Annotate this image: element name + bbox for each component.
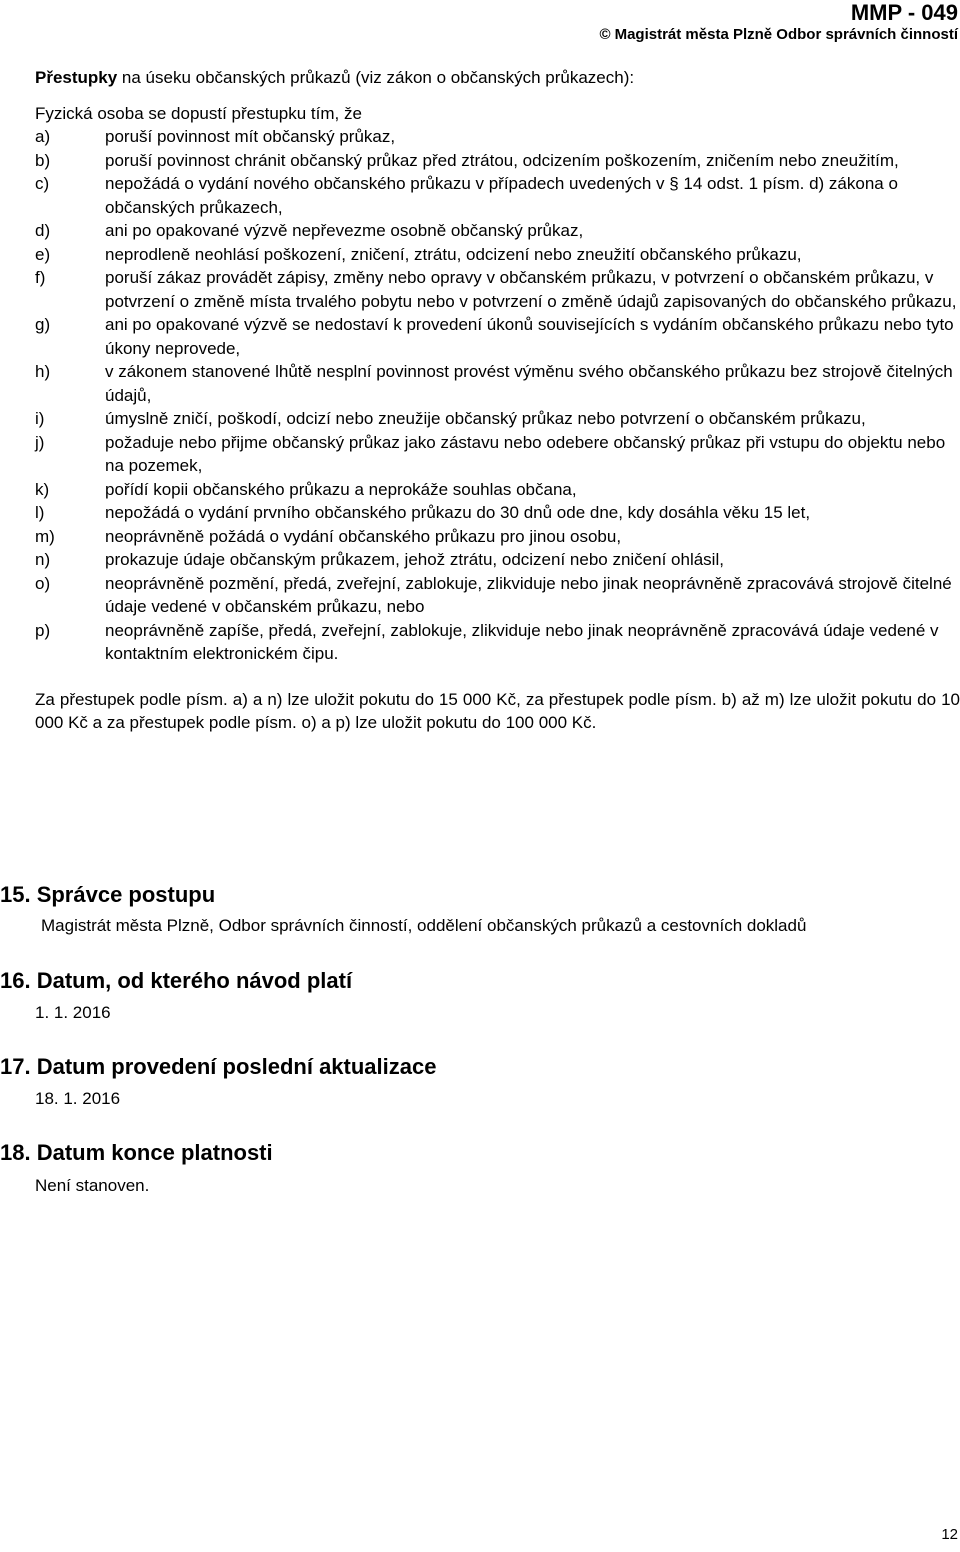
list-marker: b) (35, 150, 51, 170)
list-item-text: poruší zákaz provádět zápisy, změny nebo opravy v občanském průkazu, v potvrzení o občanském průkazu, v potvrzení o změně místa trvalého pobytu nebo v potvrzení o změně údajů zapisovaných do občanského průkazu, (105, 268, 957, 311)
list-marker: j) (35, 432, 45, 452)
list-marker: c) (35, 174, 50, 193)
page-header (600, 0, 958, 44)
list-item-text: poruší povinnost chránit občanský průkaz před ztrátou, odcizením poškozením, zničením nebo zneužitím, (105, 150, 899, 170)
list-marker: h) (35, 362, 51, 381)
list-marker: p) (35, 620, 51, 640)
list-item-text: neoprávněně zapíše, předá, zveřejní, zablokuje, zlikviduje nebo jinak neoprávněně zpracovává údaje vedené v kontaktním elektronickém čipu. (105, 620, 939, 663)
list-marker: o) (35, 573, 51, 593)
organization-name: Magistrát města Plzně Odbor správních činností (614, 26, 958, 43)
list-item (35, 572, 960, 619)
list-item-text: poruší povinnost mít občanský průkaz, (105, 127, 396, 146)
list-item (35, 431, 960, 478)
list-marker: m) (35, 526, 55, 546)
offenses-intro: Fyzická osoba se dopustí přestupku tím, že (35, 103, 362, 123)
list-item-text: nepožádá o vydání nového občanského průkazu v případech uvedených v § 14 odst. 1 písm. d) zákona o občanských průkazech, (105, 174, 898, 217)
list-item (35, 313, 960, 360)
list-item (35, 243, 960, 267)
offenses-section (35, 66, 960, 735)
list-item-text: v zákonem stanovené lhůtě nesplní povinnost provést výměnu svého občanského průkazu bez strojově čitelných údajů, (105, 362, 953, 405)
list-item-text: neprodleně neohlásí poškození, zničení, ztrátu, odcizení nebo zneužití občanského průkazu, (105, 244, 802, 264)
section-15-title: 15. Správce postupu (0, 882, 216, 907)
list-item-text: požaduje nebo přijme občanský průkaz jako zástavu nebo odebere občanský průkaz při vstupu do objektu nebo na pozemek, (105, 432, 946, 475)
list-item (35, 266, 960, 313)
header-organization (600, 26, 958, 44)
list-item-text: prokazuje údaje občanským průkazem, jehož ztrátu, odcizení nebo zničení ohlásil, (105, 550, 724, 569)
list-marker: g) (35, 315, 51, 334)
list-item (35, 478, 960, 502)
list-marker: a) (35, 127, 51, 146)
list-marker: i) (35, 409, 45, 428)
list-item (35, 407, 960, 431)
list-item-text: nepožádá o vydání prvního občanského průkazu do 30 dnů ode dne, kdy dosáhla věku 15 let, (105, 503, 811, 522)
section-18-body: Není stanoven. (35, 1176, 150, 1195)
offenses-heading-bold: Přestupky (35, 68, 118, 87)
list-marker: f) (35, 268, 46, 287)
list-item-text: neoprávněně pozmění, předá, zveřejní, zablokuje, zlikviduje nebo jinak neoprávněně zpracovává strojově čitelné údaje vedené v občanském průkazu, nebo (105, 573, 952, 616)
list-marker: n) (35, 550, 51, 569)
list-item-text: pořídí kopii občanského průkazu a neprokáže souhlas občana, (105, 479, 577, 499)
fines-paragraph: Za přestupek podle písm. a) a n) lze uložit pokutu do 15 000 Kč, za přestupek podle písm. b) až m) lze uložit pokutu do 10 000 Kč a za přestupek podle písm. o) a p) lze uložit pokutu do 100 000 Kč. (35, 689, 960, 732)
list-item (35, 360, 960, 407)
section-17-title: 17. Datum provedení poslední aktualizace (0, 1054, 437, 1079)
offenses-heading-rest: na úseku občanských průkazů (viz zákon o občanských průkazech): (117, 68, 635, 87)
list-item (35, 501, 960, 525)
list-item (35, 149, 960, 173)
section-16-title: 16. Datum, od kterého návod platí (0, 968, 353, 993)
document-code: MMP - 049 (850, 0, 958, 25)
list-item (35, 125, 960, 149)
list-item-text: úmyslně zničí, poškodí, odcizí nebo zneužije občanský průkaz nebo potvrzení o občanském průkazu, (105, 409, 866, 428)
list-item (35, 525, 960, 549)
section-17-body: 18. 1. 2016 (35, 1089, 121, 1108)
copyright-icon: © (599, 26, 611, 43)
list-marker: k) (35, 479, 50, 499)
list-marker: l) (35, 503, 45, 522)
section-16-body: 1. 1. 2016 (35, 1003, 111, 1022)
list-marker: d) (35, 221, 51, 240)
list-marker: e) (35, 244, 51, 264)
section-15-body: Magistrát města Plzně, Odbor správních činností, oddělení občanských průkazů a cestovních dokladů (41, 916, 807, 935)
section-18-title: 18. Datum konce platnosti (0, 1140, 273, 1165)
list-item-text: ani po opakované výzvě se nedostaví k provedení úkonů souvisejících s vydáním občanského průkazu nebo tyto úkony neprovede, (105, 315, 954, 358)
list-item (35, 219, 960, 243)
page-number: 12 (941, 1526, 958, 1543)
offenses-heading (35, 66, 960, 90)
list-item-text: ani po opakované výzvě nepřevezme osobně občanský průkaz, (105, 221, 584, 240)
list-item (35, 619, 960, 666)
offenses-list (35, 125, 960, 666)
list-item (35, 172, 960, 219)
list-item-text: neoprávněně požádá o vydání občanského průkazu pro jinou osobu, (105, 526, 622, 546)
list-item (35, 548, 960, 572)
